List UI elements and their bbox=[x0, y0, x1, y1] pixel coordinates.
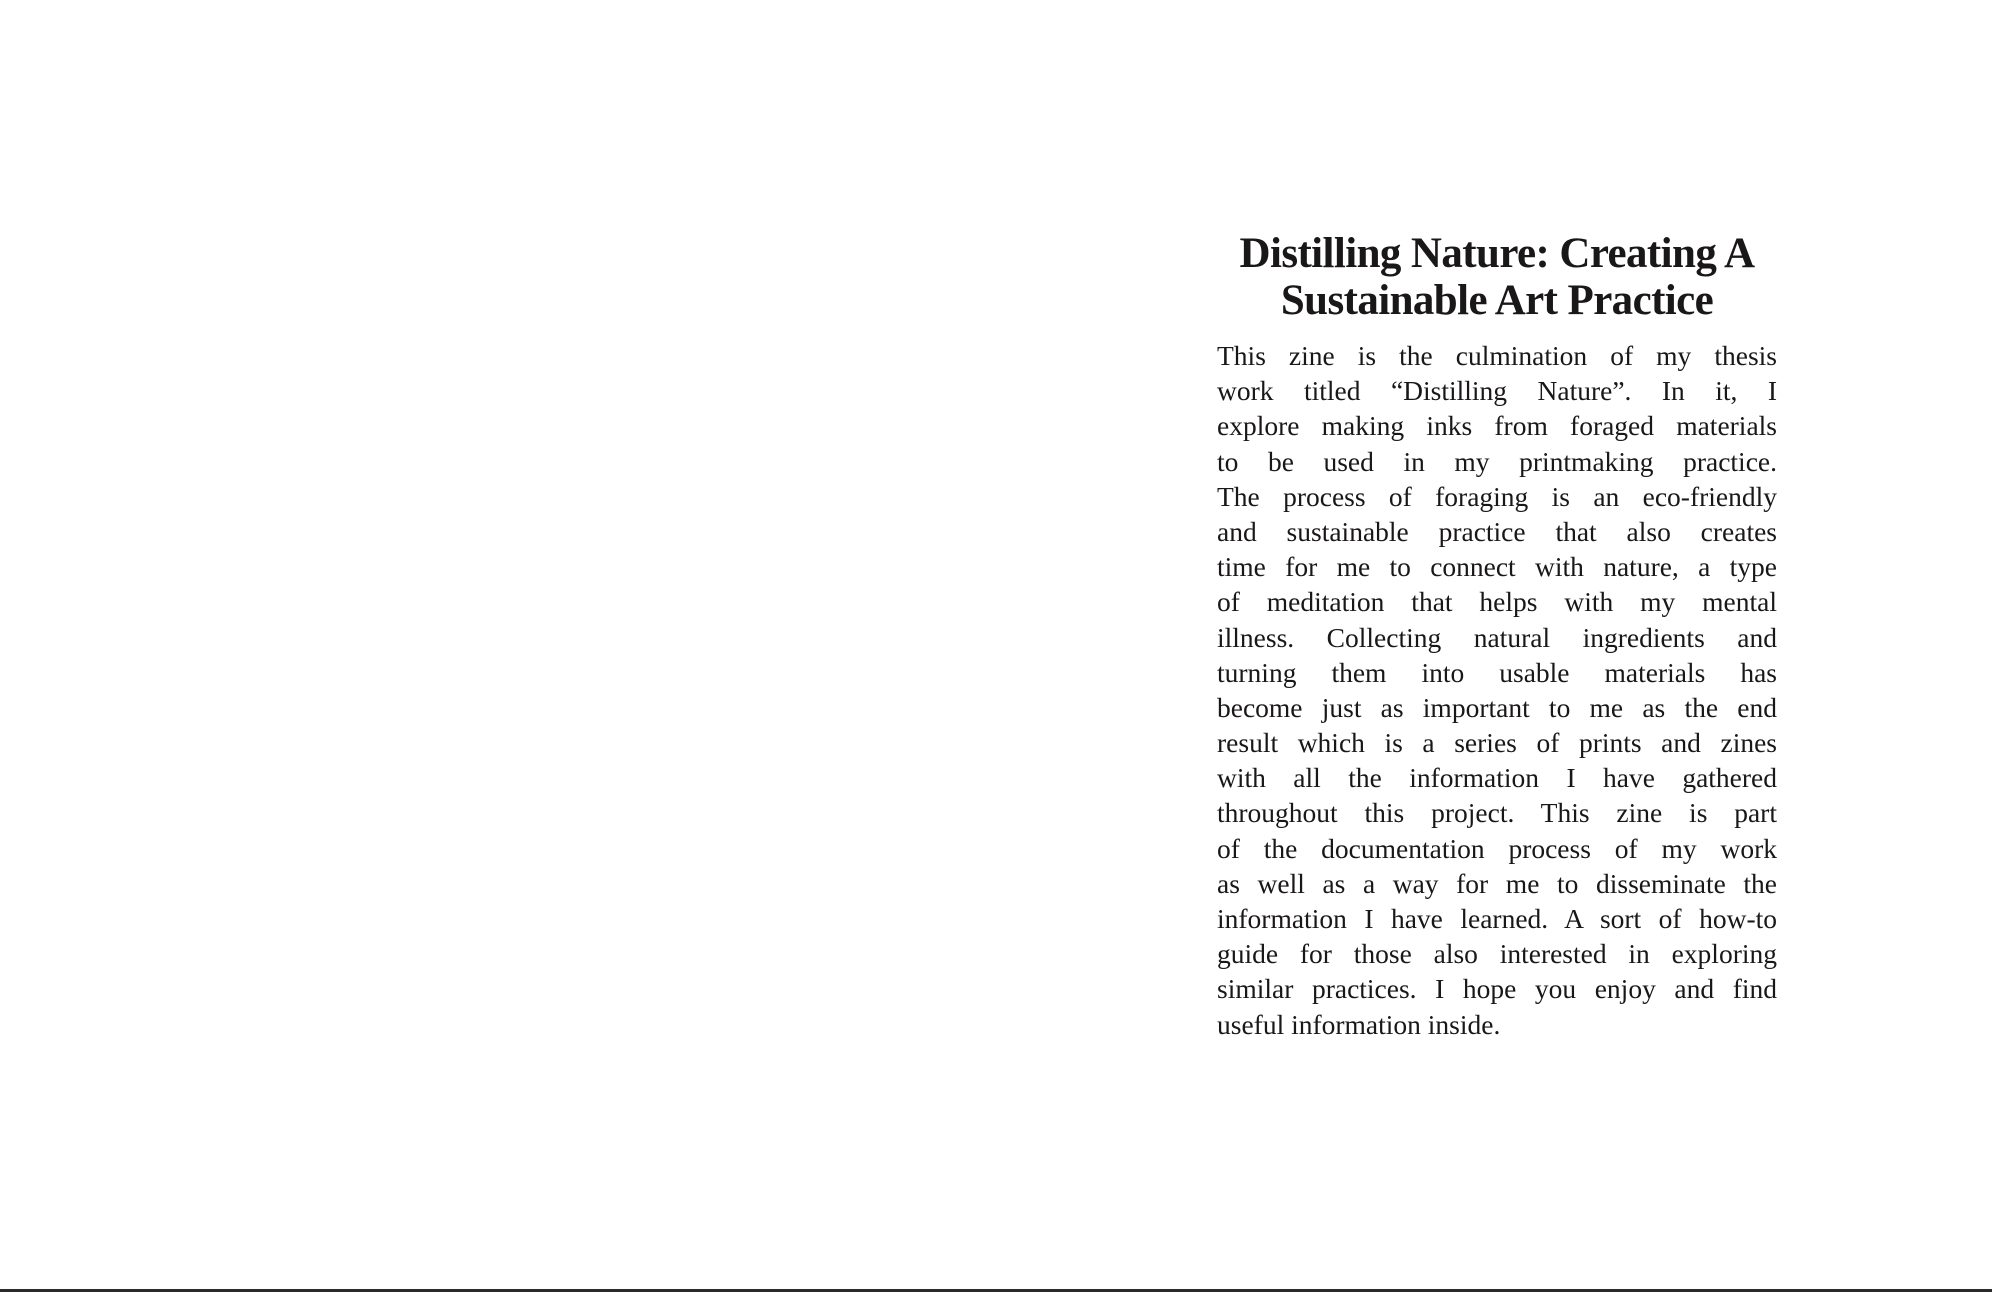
text-column bbox=[1217, 230, 1777, 1042]
body-line: as well as a way for me to disseminate the bbox=[1217, 867, 1777, 899]
title-line-1: Distilling Nature: Creating A bbox=[1239, 230, 1755, 277]
body-paragraph bbox=[1217, 338, 1777, 1042]
body-line: The process of foraging is an eco-friendly bbox=[1217, 480, 1777, 512]
body-line: illness. Collecting natural ingredients and bbox=[1217, 621, 1777, 653]
body-line: work titled “Distilling Nature”. In it, I bbox=[1217, 375, 1777, 407]
body-line: useful information inside. bbox=[1217, 1008, 1501, 1040]
body-line: explore making inks from foraged materials bbox=[1217, 410, 1777, 442]
body-line: with all the information I have gathered bbox=[1217, 762, 1777, 794]
body-line: to be used in my printmaking practice. bbox=[1217, 445, 1777, 477]
body-line: of meditation that helps with my mental bbox=[1217, 586, 1777, 618]
body-line: guide for those also interested in exploring bbox=[1217, 938, 1777, 970]
body-line: similar practices. I hope you enjoy and find bbox=[1217, 973, 1777, 1005]
body-line: This zine is the culmination of my thesis bbox=[1217, 340, 1777, 371]
body-line: throughout this project. This zine is part bbox=[1217, 797, 1777, 829]
body-line: and sustainable practice that also creates bbox=[1217, 515, 1777, 547]
body-line: of the documentation process of my work bbox=[1217, 832, 1777, 864]
body-line: become just as important to me as the end bbox=[1217, 691, 1777, 723]
body-line: information I have learned. A sort of how-to bbox=[1217, 903, 1777, 934]
page-title bbox=[1197, 230, 1797, 324]
title-line-2: Sustainable Art Practice bbox=[1280, 277, 1714, 324]
body-line: turning them into usable materials has bbox=[1217, 656, 1777, 688]
body-line: time for me to connect with nature, a type bbox=[1217, 551, 1777, 583]
body-line: result which is a series of prints and zines bbox=[1217, 727, 1777, 759]
